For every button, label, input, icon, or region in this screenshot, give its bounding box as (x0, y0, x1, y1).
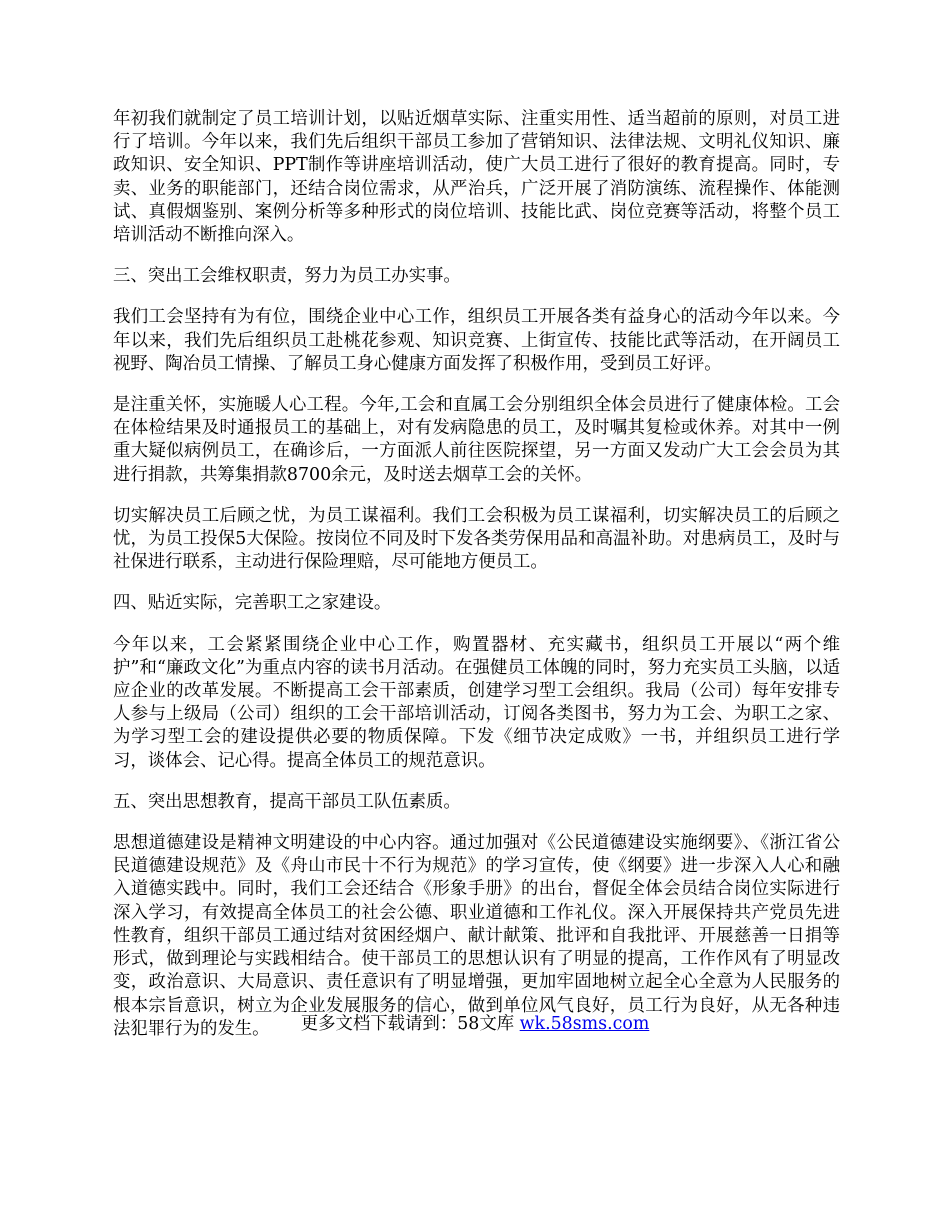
paragraph-training: 年初我们就制定了员工培训计划，以贴近烟草实际、注重实用性、适当超前的原则，对员工进行了培训。今年以来，我们先后组织干部员工参加了营销知识、法律法规、文明礼仪知识、廉政知识、安全知识、PPT制作等讲座培训活动，使广大员工进行了很好的教育提高。同时，专卖、业务的职能部门，还结合岗位需求，从严治兵，广泛开展了消防演练、流程操作、体能测试、真假烟鉴别、案例分析等多种形式的岗位培训、技能比武、岗位竞赛等活动，将整个员工培训活动不断推向深入。 (113, 109, 840, 246)
paragraph-care: 是注重关怀，实施暖人心工程。今年,工会和直属工会分别组织全体会员进行了健康体检。工会在体检结果及时通报员工的基础上，对有发病隐患的员工，及时嘱其复检或休养。对其中一例重大疑似病例员工，在确诊后，一方面派人前往医院探望，另一方面又发动广大工会会员为其进行捐款，共筹集捐款8700余元，及时送去烟草工会的关怀。 (113, 395, 840, 485)
section-heading-3: 三、突出工会维权职责，努力为员工办实事。 (113, 266, 461, 287)
section-heading-4: 四、贴近实际，完善职工之家建设。 (113, 593, 392, 614)
paragraph-workers-home: 今年以来，工会紧紧围绕企业中心工作，购置器材、充实藏书，组织员工开展以“两个维护”和“廉政文化”为重点内容的读书月活动。在强健员工体魄的同时，努力充实员工头脑，以适应企业的改革发展。不断提高工会干部素质，创建学习型工会组织。我局（公司）每年安排专人参与上级局（公司）组织的工会干部培训活动，订阅各类图书，努力为工会、为职工之家、为学习型工会的建设提供必要的物质保障。下发《细节决定成败》一书，并组织员工进行学习，谈体会、记心得。提高全体员工的规范意识。 (113, 634, 840, 771)
paragraph-ideology: 思想道德建设是精神文明建设的中心内容。通过加强对《公民道德建设实施纲要》、《浙江省公民道德建设规范》及《舟山市民十不行为规范》的学习宣传，使《纲要》进一步深入人心和融入道德实践中。同时，我们工会还结合《形象手册》的出台，督促全体会员结合岗位实际进行深入学习，有效提高全体员工的社会公德、职业道德和工作礼仪。深入开展保持共产党员先进性教育，组织干部员工通过结对贫困经烟户、献计献策、批评和自我批评、开展慈善一日捐等形式，做到理论与实践相结合。使干部员工的思想认识有了明显的提高，工作作风有了明显改变，政治意识、大局意识、责任意识有了明显增强，更加牢固地树立起全心全意为人民服务的根本宗旨意识，树立为企业发展服务的信心，做到单位风气良好，员工行为良好，从无各种违法犯罪行为的发生。 (113, 833, 840, 1039)
footer (0, 1012, 950, 1036)
document-body (113, 108, 840, 1059)
footer-link[interactable]: wk.58sms.com (519, 1014, 650, 1034)
paragraph-activities: 我们工会坚持有为有位，围绕企业中心工作，组织员工开展各类有益身心的活动今年以来。今年以来，我们先后组织员工赴桃花参观、知识竞赛、上街宣传、技能比武等活动，在开阔员工视野、陶冶员工情操、了解员工身心健康方面发挥了积极作用，受到员工好评。 (113, 307, 840, 374)
section-heading-5: 五、突出思想教育，提高干部员工队伍素质。 (113, 791, 461, 812)
footer-text: 更多文档下载请到：58文库 (300, 1014, 520, 1034)
paragraph-welfare: 切实解决员工后顾之忧，为员工谋福利。我们工会积极为员工谋福利，切实解决员工的后顾之忧，为员工投保5大保险。按岗位不同及时下发各类劳保用品和高温补助。对患病员工，及时与社保进行联系，主动进行保险理赔，尽可能地方便员工。 (113, 505, 840, 573)
